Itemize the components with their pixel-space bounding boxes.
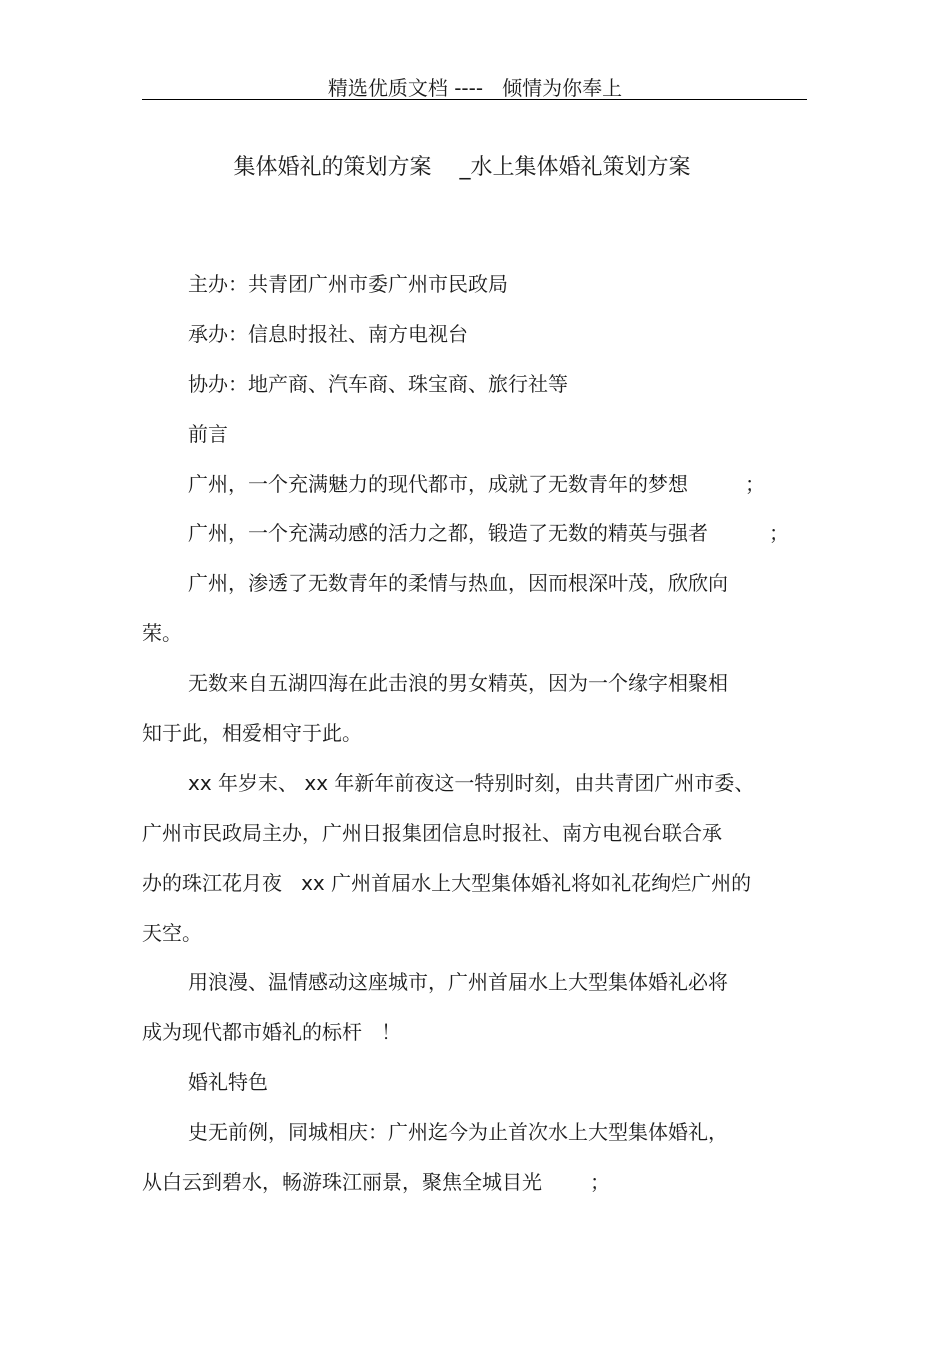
header-divider (142, 99, 807, 100)
paragraph-line: 无数来自五湖四海在此击浪的男女精英，因为一个缘字相聚相 (188, 671, 728, 695)
paragraph-line: 成为现代都市婚礼的标杆 ！ (142, 1020, 402, 1044)
paragraph-line: 广州，一个充满动感的活力之都，锻造了无数的精英与强者 (188, 521, 708, 545)
section-heading-preface: 前言 (188, 422, 228, 446)
paragraph-line: 用浪漫、温情感动这座城市，广州首届水上大型集体婚礼必将 (188, 970, 728, 994)
paragraph-line-tail: ； (745, 472, 765, 496)
paragraph-line: xx 年岁末、 xx 年新年前夜这一特别时刻，由共青团广州市委、 (188, 771, 755, 795)
paragraph-line: 荣。 (142, 621, 182, 645)
undertaker-line: 承办：信息时报社、南方电视台 (188, 322, 468, 346)
paragraph-line: 办的珠江花月夜 xx 广州首届水上大型集体婚礼将如礼花绚烂广州的 (142, 871, 752, 895)
paragraph-line: 广州市民政局主办，广州日报集团信息时报社、南方电视台联合承 (142, 821, 722, 845)
paragraph-line: 从白云到碧水，畅游珠江丽景，聚焦全城目光 (142, 1170, 542, 1194)
document-title: 集体婚礼的策划方案 _水上集体婚礼策划方案 (233, 155, 691, 180)
co-organizer-line: 协办：地产商、汽车商、珠宝商、旅行社等 (188, 372, 568, 396)
paragraph-line: 知于此，相爱相守于此。 (142, 721, 362, 745)
section-heading-features: 婚礼特色 (188, 1070, 268, 1094)
organizer-line: 主办：共青团广州市委广州市民政局 (188, 272, 508, 296)
header-text: 精选优质文档 ---- 倾情为你奉上 (327, 76, 623, 100)
paragraph-line: 广州，一个充满魅力的现代都市，成就了无数青年的梦想 (188, 472, 688, 496)
paragraph-line-tail: ； (590, 1170, 610, 1194)
paragraph-line-tail: ； (769, 521, 789, 545)
paragraph-line: 天空。 (142, 921, 202, 945)
paragraph-line: 史无前例，同城相庆：广州迄今为止首次水上大型集体婚礼， (188, 1120, 728, 1144)
paragraph-line: 广州，渗透了无数青年的柔情与热血，因而根深叶茂，欣欣向 (188, 571, 728, 595)
